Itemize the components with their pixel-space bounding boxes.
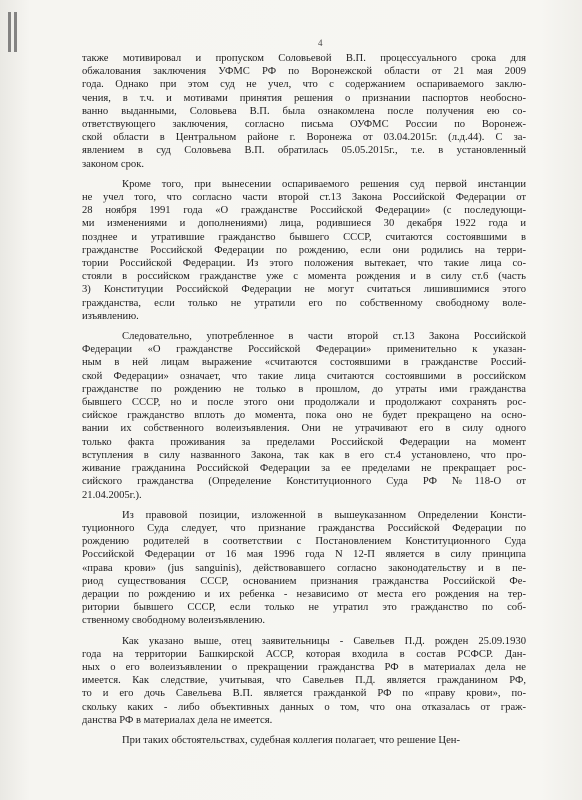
text-line: Федерации «О гражданстве Российской Федерации» применительно к указан-: [82, 344, 526, 356]
text-line: «права крови» (jus sanguinis), действовавшего согласно законодательству и в пе-: [82, 562, 526, 574]
binding-mark: [8, 12, 22, 52]
text-line: только факта проживания за пределами Российской Федерации на момент: [82, 436, 526, 448]
text-line: стояли в российском гражданстве уже с момента рождения и в силу ст.6 (часть: [82, 271, 526, 283]
text-line: ритории бывшего СССР, если только не утратил это гражданство по соб-: [82, 602, 526, 614]
text-line: ответствующего заключения, согласно письма ОУФМС России по Воронеж-: [82, 119, 526, 131]
text-line: данства РФ в материалах дела не имеется.: [82, 714, 273, 726]
paragraph: [82, 178, 526, 323]
paragraph: [82, 52, 526, 171]
text-line: года на территории Башкирской АССР, которая входила в состав РСФСР. Дан-: [82, 648, 526, 660]
text-line: Как указано выше, отец заявительницы - Савельев П.Д. рожден 25.09.1930: [122, 635, 526, 647]
text-line: года. Однако при этом суд не учел, что с содержанием оспариваемого заклю-: [82, 79, 526, 91]
paragraph: [82, 635, 526, 727]
text-line: дерации по рождению и их ребенка - независимо от места его рождения на тер-: [82, 588, 526, 600]
text-line: законом срок.: [82, 158, 144, 170]
text-line: изъявлению.: [82, 310, 139, 322]
text-line: гражданстве по рождению не только в прошлом, до утраты ими гражданства: [82, 383, 526, 395]
text-line: явлением в суд Соловьева В.П. обратилась 05.05.2015г., т.е. в установленный: [82, 145, 526, 157]
text-line: ванно выданными, Соловьева В.П. была ознакомлена после получения ею со-: [82, 105, 526, 117]
text-line: 28 ноября 1991 года «О гражданстве Российской Федерации» (с последующи-: [82, 205, 526, 217]
text-line: ми изменениями и дополнениями) лица, родившиеся 30 декабря 1922 года и: [82, 218, 526, 230]
paragraph: [82, 734, 526, 747]
text-line: сийского гражданства (Определение Конституционного Суда РФ №118-О от: [82, 476, 526, 488]
page-number: 4: [318, 38, 323, 48]
text-line: Следовательно, употребленное в части второй ст.13 Закона Российской: [122, 331, 526, 343]
text-line: живание гражданина Российской Федерации за ее пределами не прекращает рос-: [82, 463, 526, 475]
text-line: бывшего СССР, но и после этого они продолжали и продолжают сохранять рос-: [82, 397, 526, 409]
text-line: туционного Суда следует, что признание гражданства Российской Федерации по: [82, 522, 526, 534]
paragraph: [82, 509, 526, 628]
text-line: ственному свободному волеизъявлению.: [82, 615, 266, 627]
text-line: также мотивировал и пропуском Соловьевой В.П. процессуального срока для: [82, 53, 526, 64]
text-line: гражданстве Российской Федерации по рождению, если они родились на терри-: [82, 244, 526, 256]
text-line: имеется. Как следствие, учитывая, что Савельев П.Д. является гражданином РФ,: [82, 675, 526, 687]
text-line: вании их собственного волеизъявления. Они не утрачивают его в силу одного: [82, 423, 526, 435]
text-line: вступления в силу названного Закона, так как в его ст.4 установлено, что про-: [82, 449, 526, 461]
text-line: рождению родителей в соответствии с Постановлением Конституционного Суда: [82, 536, 526, 548]
text-line: риод существования СССР, основанием признания гражданства Российской Фе-: [82, 575, 526, 587]
text-line: не учел того, что согласно части второй ст.13 Закона Российской Федерации от: [82, 192, 526, 204]
text-line: 3) Конституции Российской Федерации не могут считаться лишившимися этого: [82, 284, 526, 296]
text-line: сийское гражданство вплоть до момента, пока оно не будет прекращено на осно-: [82, 410, 526, 422]
text-line: то и его дочь Савельева В.П. является гражданкой РФ по «праву крови», по-: [82, 688, 526, 700]
text-line: 21.04.2005г.).: [82, 489, 142, 501]
text-line: Российской Федерации от 16 мая 1996 года N 12-П является в силу принципа: [82, 549, 526, 561]
text-line: ных о его волеизъявлении о прекращении гражданства РФ в материалах дела не: [82, 661, 526, 673]
text-line: Из правовой позиции, изложенной в вышеуказанном Определении Консти-: [122, 509, 526, 521]
text-line: обжалования заключения УФМС РФ по Воронежской области от 21 мая 2009: [82, 66, 526, 78]
document-body: [82, 52, 526, 754]
text-line: тории Российской Федерации. Из этого положения вытекает, что такие лица со-: [82, 258, 526, 270]
text-line: скольку каких - либо объективных данных о том, что она отказалась от граж-: [82, 701, 526, 713]
text-line: гражданства, если только не утратили его по собственному свободному воле-: [82, 297, 526, 309]
text-line: чения, в т.ч. и мотивами принятия решения о признании паспортов необосно-: [82, 92, 526, 104]
text-line: ской Федерации» означает, что такие лица считаются состоявшими в российском: [82, 370, 526, 382]
text-line: Кроме того, при вынесении оспариваемого решения суд первой инстанции: [122, 178, 526, 190]
text-line: При таких обстоятельствах, судебная коллегия полагает, что решение Цен-: [122, 734, 460, 746]
paragraph: [82, 330, 526, 502]
text-line: позднее и утратившие гражданство бывшего СССР, считаются состоявшими в: [82, 231, 526, 243]
text-line: ской области в Центральном районе г. Воронежа от 03.04.2015г. (л.д.44). С за-: [82, 132, 526, 144]
text-line: ным в ней лицам выражение «считаются состоявшими в гражданстве Россий-: [82, 357, 526, 369]
